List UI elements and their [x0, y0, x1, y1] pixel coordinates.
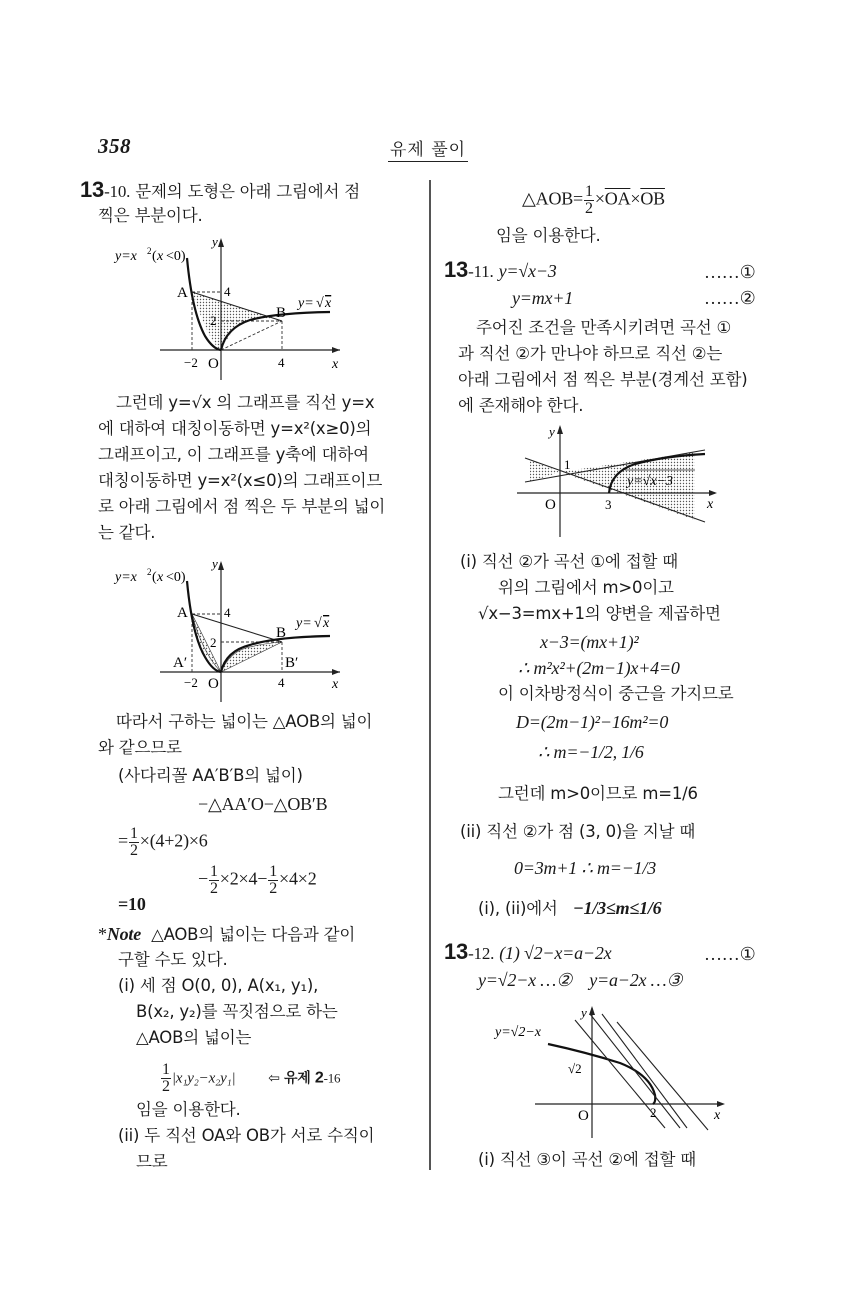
problem-text-line: 찍은 부분이다.	[98, 206, 203, 225]
svg-text:x: x	[332, 357, 339, 372]
text-line: 므로	[136, 1152, 168, 1171]
problem-13-10-heading	[80, 177, 361, 202]
equation-tag-1: ……①	[704, 944, 756, 964]
svg-text:1: 1	[564, 457, 571, 472]
figure-13-10-shaded-region	[100, 232, 360, 382]
figure-13-12-graph	[490, 1000, 730, 1140]
equation-2: y=mx+1	[512, 288, 574, 308]
problem-number: 13	[80, 177, 105, 202]
text-line: (i) 세 점 O(0, 0), A(x₁, y₁),	[118, 976, 319, 995]
text-line: √x−3=mx+1의 양변을 제곱하면	[478, 604, 721, 623]
text-line: 구할 수도 있다.	[118, 950, 228, 969]
math-line: x−3=(mx+1)²	[540, 632, 639, 652]
svg-text:x: x	[714, 1108, 721, 1123]
text-line: 과 직선 ②가 만나야 하므로 직선 ②는	[458, 344, 723, 363]
text-line: 주어진 조건을 만족시키려면 곡선 ①	[476, 318, 732, 337]
reference-arrow-icon: ⇦	[268, 1070, 280, 1087]
svg-text:B: B	[276, 305, 287, 321]
svg-text:−2: −2	[184, 675, 198, 690]
svg-text:O: O	[208, 356, 219, 372]
svg-text:−2: −2	[184, 355, 198, 370]
svg-text:x: x	[325, 296, 332, 311]
svg-text:x: x	[332, 677, 339, 692]
text-line: (ii) 두 직선 OA와 OB가 서로 수직이	[118, 1126, 375, 1145]
text-line: 따라서 구하는 넓이는 △AOB의 넓이	[116, 712, 373, 731]
reference-label: 유제	[283, 1070, 311, 1087]
calc-result: =10	[118, 894, 146, 914]
text-line: (사다리꼴 AA′B′B의 넓이)	[118, 766, 303, 785]
svg-text:4: 4	[224, 605, 231, 620]
svg-text:y=: y=	[296, 616, 312, 631]
svg-text:√: √	[316, 296, 324, 311]
text-line: 에 대하여 대칭이동하면 y=x²(x≥0)의	[98, 419, 372, 438]
math-line: ∴ m²x²+(2m−1)x+4=0	[518, 658, 680, 678]
problem-subnumber: -10.	[104, 182, 131, 201]
svg-text:y: y	[581, 1005, 587, 1020]
equation-2: y=√2−x …② y=a−2x …③	[478, 970, 683, 990]
text-line: 대칭이동하면 y=x²(x≤0)의 그래프이므	[98, 471, 383, 490]
text-line: 와 같으므로	[98, 738, 182, 757]
conclusion-line: (i), (ii)에서 −1/3≤m≤1/6	[478, 898, 662, 918]
svg-text:x: x	[323, 616, 330, 631]
figure-13-11-region	[505, 422, 720, 547]
text-line: −△AA′O−△OB′B	[198, 794, 328, 814]
text-line: 에 존재해야 한다.	[458, 396, 584, 415]
text-line: △AOB의 넓이는	[136, 1028, 252, 1047]
text-line: 그런데 y=√x 의 그래프를 직선 y=x	[116, 393, 375, 412]
svg-text:2: 2	[147, 246, 152, 256]
page-number: 358	[98, 134, 131, 158]
svg-text:2: 2	[210, 313, 217, 328]
text-line: 이 이차방정식이 중근을 가지므로	[498, 684, 734, 703]
svg-text:2: 2	[210, 635, 217, 650]
text-line: 임을 이용한다.	[136, 1100, 241, 1119]
svg-text:B: B	[276, 625, 287, 641]
running-title: 유제 풀이	[388, 135, 468, 162]
calc-line-1: = $\frac{1}{2}$ ×(4+2)×6	[118, 825, 208, 859]
problem-text: 문제의 도형은 아래 그림에서 점	[130, 182, 361, 201]
svg-text:3: 3	[605, 497, 612, 512]
triangle-area-formula: △AOB= $\frac{1}{2}$ $\times\overline{OA}\times\overline{OB}$	[522, 183, 665, 217]
problem-13-11-heading: 13-11. y=√x−3	[444, 257, 557, 282]
equation-tag-1: ……①	[704, 262, 756, 282]
note-label: Note	[106, 924, 142, 944]
svg-text:x: x	[157, 249, 164, 264]
svg-text:4: 4	[224, 284, 231, 299]
text-line: B(x₂, y₂)를 꼭짓점으로 하는	[136, 1002, 338, 1021]
text-line: 아래 그림에서 점 찍은 부분(경계선 포함)	[458, 370, 748, 389]
svg-text:y=√2−x: y=√2−x	[495, 1025, 542, 1040]
text-line: (i) 직선 ③이 곡선 ②에 접할 때	[478, 1150, 696, 1169]
svg-text:y: y	[212, 557, 218, 571]
svg-text:A′: A′	[173, 655, 188, 671]
svg-text:y=√x−3: y=√x−3	[627, 474, 674, 489]
svg-text:y=x: y=x	[115, 570, 137, 585]
text-line: 위의 그림에서 m>0이고	[498, 578, 674, 597]
fraction: $\frac{1}{2}$	[585, 183, 593, 217]
text-line: 로 아래 그림에서 점 찍은 두 부분의 넓이	[98, 497, 386, 516]
fraction: $\frac{1}{2}$	[269, 863, 278, 897]
svg-text:4: 4	[278, 675, 285, 690]
note-heading: *Note △AOB의 넓이는 다음과 같이	[98, 924, 356, 944]
svg-text:(: (	[152, 249, 157, 264]
problem-13-12-heading: 13-12. (1) √2−x=a−2x	[444, 939, 612, 964]
conclusion-result: −1/3≤m≤1/6	[572, 898, 662, 918]
svg-text:A: A	[177, 605, 188, 621]
text-line: 그런데 m>0이므로 m=1/6	[498, 784, 698, 803]
math-line: ∴ m=−1/2, 1/6	[538, 742, 644, 762]
svg-text:<0): <0)	[166, 249, 186, 264]
fraction: $\frac{1}{2}$	[129, 825, 138, 859]
svg-text:y: y	[212, 234, 218, 249]
svg-text:x: x	[707, 497, 714, 512]
svg-text:√2: √2	[568, 1061, 582, 1076]
column-divider	[429, 180, 431, 1170]
text-line: (i) 직선 ②가 곡선 ①에 접할 때	[460, 552, 678, 571]
math-line: 0=3m+1 ∴ m=−1/3	[514, 858, 657, 878]
svg-text:<0): <0)	[166, 570, 186, 585]
svg-text:2: 2	[650, 1105, 657, 1120]
svg-text:O: O	[545, 497, 556, 513]
calc-line-2: − $\frac{1}{2}$ ×2×4− $\frac{1}{2}$ ×4×2	[198, 863, 317, 897]
svg-text:√: √	[314, 616, 322, 631]
svg-text:B′: B′	[285, 655, 299, 671]
svg-text:O: O	[208, 676, 219, 692]
fraction: $\frac{1}{2}$	[162, 1061, 170, 1095]
figure-13-10-symmetric-regions	[100, 557, 360, 707]
svg-text:y=x: y=x	[115, 249, 137, 264]
math-line: D=(2m−1)²−16m²=0	[516, 712, 669, 732]
equation-tag-2: ……②	[704, 288, 756, 308]
svg-text:4: 4	[278, 355, 285, 370]
svg-text:(: (	[152, 570, 157, 585]
area-formula: $\frac{1}{2}$ |x₁y₂−x₂y₁| ⇦ 유제 2-16	[162, 1061, 341, 1095]
svg-text:2: 2	[147, 567, 152, 577]
text-line: 는 같다.	[98, 523, 156, 542]
svg-text:x: x	[157, 570, 164, 585]
svg-text:y=: y=	[298, 296, 314, 311]
svg-text:A: A	[177, 285, 188, 301]
text-line: (ii) 직선 ②가 점 (3, 0)을 지날 때	[460, 822, 696, 841]
text-line: 임을 이용한다.	[496, 226, 601, 245]
text-line: 그래프이고, 이 그래프를 y축에 대하여	[98, 445, 369, 464]
svg-text:y: y	[549, 424, 555, 439]
fraction: $\frac{1}{2}$	[209, 863, 218, 897]
svg-text:O: O	[578, 1108, 589, 1124]
